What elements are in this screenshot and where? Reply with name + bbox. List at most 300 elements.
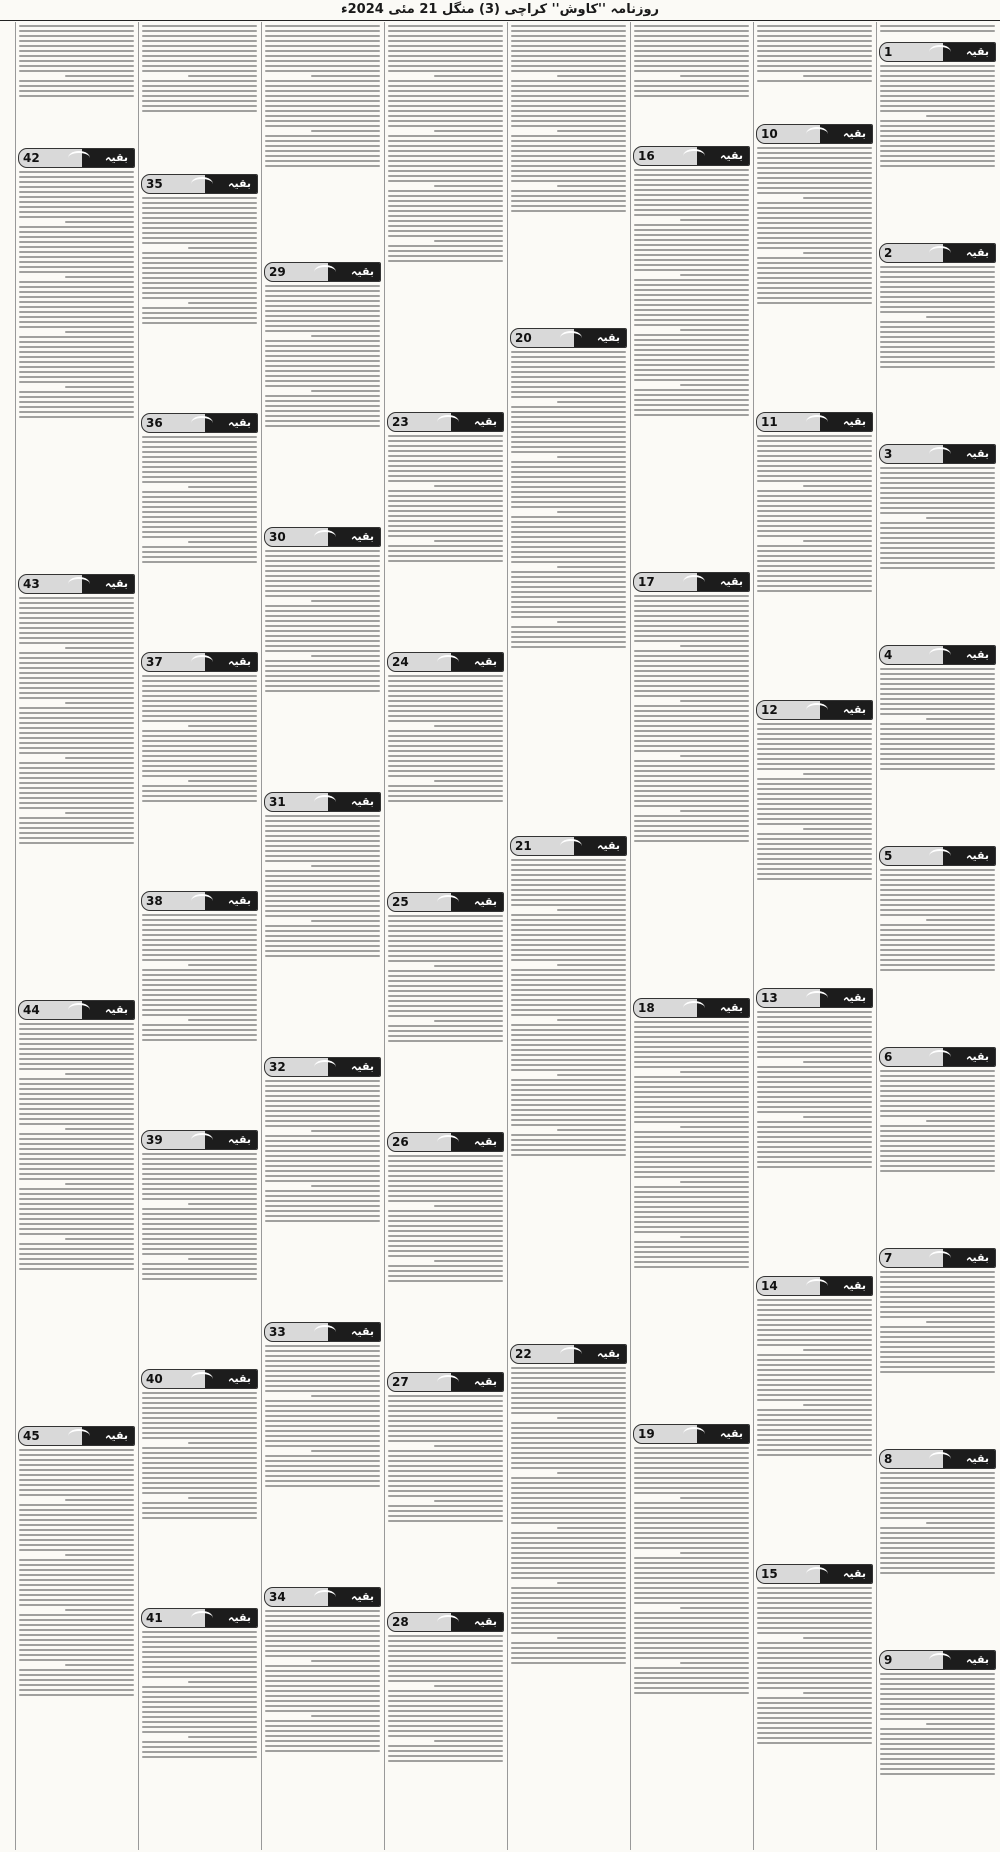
text-line bbox=[511, 85, 626, 87]
text-line bbox=[511, 516, 626, 518]
text-line bbox=[265, 1665, 380, 1667]
text-line bbox=[757, 1041, 872, 1043]
text-line bbox=[511, 1004, 626, 1006]
text-line bbox=[19, 90, 134, 92]
text-line bbox=[557, 1417, 626, 1419]
text-line bbox=[880, 899, 995, 901]
text-line bbox=[265, 1415, 380, 1417]
text-line bbox=[511, 195, 626, 197]
text-line bbox=[142, 1427, 257, 1429]
swoosh-icon bbox=[806, 991, 828, 1005]
text-line bbox=[757, 157, 872, 159]
text-line bbox=[142, 1641, 257, 1643]
text-line bbox=[757, 460, 872, 462]
text-line bbox=[880, 909, 995, 911]
text-line bbox=[511, 1402, 626, 1404]
text-line bbox=[265, 1650, 380, 1652]
text-line bbox=[757, 1151, 872, 1153]
text-line bbox=[757, 525, 872, 527]
text-line bbox=[265, 350, 380, 352]
text-line bbox=[880, 1572, 995, 1574]
text-line bbox=[388, 260, 503, 262]
text-line bbox=[265, 905, 380, 907]
text-line bbox=[757, 65, 872, 67]
continuation-number: 10 bbox=[761, 127, 778, 141]
text-line bbox=[265, 165, 380, 167]
text-line bbox=[634, 349, 749, 351]
text-line bbox=[388, 140, 503, 142]
text-line bbox=[388, 775, 503, 777]
text-line bbox=[65, 702, 134, 704]
text-line bbox=[757, 1339, 872, 1341]
text-line bbox=[19, 637, 134, 639]
continuation-number: 21 bbox=[515, 839, 532, 853]
text-line bbox=[511, 391, 626, 393]
text-line bbox=[265, 875, 380, 877]
text-line bbox=[19, 742, 134, 744]
text-line bbox=[311, 600, 380, 602]
text-line bbox=[634, 65, 749, 67]
text-line bbox=[19, 281, 134, 283]
text-line bbox=[511, 120, 626, 122]
text-line bbox=[880, 1532, 995, 1534]
text-line bbox=[19, 1669, 134, 1671]
text-line bbox=[634, 50, 749, 52]
text-line bbox=[388, 1655, 503, 1657]
continued-article bbox=[508, 326, 629, 834]
text-line bbox=[388, 995, 503, 997]
continued-label: بقیہ bbox=[597, 331, 620, 344]
continued-label: بقیہ bbox=[474, 655, 497, 668]
text-line bbox=[265, 855, 380, 857]
text-line bbox=[19, 396, 134, 398]
text-line bbox=[142, 1432, 257, 1434]
text-line bbox=[757, 1354, 872, 1356]
text-line bbox=[511, 491, 626, 493]
text-line bbox=[634, 1617, 749, 1619]
text-line bbox=[265, 1215, 380, 1217]
text-line bbox=[19, 361, 134, 363]
continued-label-banner bbox=[18, 148, 135, 168]
text-line bbox=[265, 550, 380, 552]
text-line bbox=[757, 212, 872, 214]
article-text bbox=[877, 1070, 998, 1172]
text-line bbox=[880, 497, 995, 499]
swoosh-icon bbox=[191, 1611, 213, 1625]
text-line bbox=[511, 1054, 626, 1056]
text-line bbox=[142, 1656, 257, 1658]
text-line bbox=[757, 515, 872, 517]
text-line bbox=[142, 451, 257, 453]
text-line bbox=[757, 1369, 872, 1371]
text-line bbox=[880, 351, 995, 353]
text-line bbox=[634, 1121, 749, 1123]
text-line bbox=[265, 825, 380, 827]
text-line bbox=[880, 1150, 995, 1152]
text-line bbox=[757, 863, 872, 865]
text-line bbox=[634, 399, 749, 401]
text-line bbox=[757, 803, 872, 805]
text-line bbox=[757, 1707, 872, 1709]
text-line bbox=[188, 1203, 257, 1205]
text-line bbox=[880, 145, 995, 147]
text-line bbox=[388, 225, 503, 227]
continuation-number: 33 bbox=[269, 1325, 286, 1339]
text-line bbox=[311, 920, 380, 922]
text-line bbox=[19, 607, 134, 609]
text-line bbox=[142, 1168, 257, 1170]
text-line bbox=[142, 222, 257, 224]
text-line bbox=[511, 1089, 626, 1091]
text-line bbox=[634, 95, 749, 97]
text-line bbox=[511, 914, 626, 916]
text-line bbox=[511, 356, 626, 358]
text-line bbox=[757, 30, 872, 32]
text-line bbox=[511, 1069, 626, 1071]
text-line bbox=[265, 125, 380, 127]
text-line bbox=[142, 1153, 257, 1155]
continuation-number: 8 bbox=[884, 1452, 893, 1466]
text-line bbox=[388, 1405, 503, 1407]
text-line bbox=[265, 660, 380, 662]
text-line bbox=[757, 147, 872, 149]
text-line bbox=[803, 1349, 872, 1351]
news-column bbox=[384, 22, 506, 1850]
text-line bbox=[265, 860, 380, 862]
text-line bbox=[265, 410, 380, 412]
text-line bbox=[19, 1469, 134, 1471]
text-line bbox=[388, 30, 503, 32]
text-line bbox=[511, 969, 626, 971]
continued-label-banner bbox=[879, 1449, 996, 1469]
text-line bbox=[634, 1231, 749, 1233]
continued-label: بقیہ bbox=[105, 151, 128, 164]
text-line bbox=[757, 435, 872, 437]
text-line bbox=[634, 1537, 749, 1539]
text-line bbox=[388, 165, 503, 167]
text-line bbox=[511, 999, 626, 1001]
text-line bbox=[634, 600, 749, 602]
text-line bbox=[511, 586, 626, 588]
text-line bbox=[680, 384, 749, 386]
text-line bbox=[388, 255, 503, 257]
text-line bbox=[757, 1031, 872, 1033]
text-line bbox=[142, 197, 257, 199]
text-line bbox=[388, 500, 503, 502]
text-line bbox=[511, 521, 626, 523]
text-line bbox=[188, 247, 257, 249]
continued-label-banner bbox=[756, 1276, 873, 1296]
text-line bbox=[757, 818, 872, 820]
news-column bbox=[261, 22, 383, 1850]
text-line bbox=[388, 70, 503, 72]
text-line bbox=[265, 565, 380, 567]
text-line bbox=[634, 304, 749, 306]
text-line bbox=[19, 777, 134, 779]
text-line bbox=[880, 1326, 995, 1328]
text-line bbox=[19, 1654, 134, 1656]
text-line bbox=[634, 214, 749, 216]
continued-label-banner bbox=[141, 891, 258, 911]
text-line bbox=[880, 1753, 995, 1755]
text-line bbox=[265, 1460, 380, 1462]
text-line bbox=[388, 960, 503, 962]
text-line bbox=[388, 675, 503, 677]
text-line bbox=[880, 1718, 995, 1720]
text-line bbox=[634, 1462, 749, 1464]
text-line bbox=[511, 1109, 626, 1111]
text-line bbox=[511, 1114, 626, 1116]
text-line bbox=[388, 915, 503, 917]
text-line bbox=[634, 800, 749, 802]
text-line bbox=[511, 426, 626, 428]
text-line bbox=[188, 541, 257, 543]
text-line bbox=[880, 306, 995, 308]
text-line bbox=[142, 1039, 257, 1041]
swoosh-icon bbox=[929, 648, 951, 662]
text-line bbox=[142, 262, 257, 264]
continued-article bbox=[16, 1424, 137, 1850]
text-line bbox=[265, 320, 380, 322]
text-line bbox=[65, 221, 134, 223]
text-line bbox=[142, 516, 257, 518]
text-line bbox=[634, 1191, 749, 1193]
text-line bbox=[634, 1256, 749, 1258]
continued-article bbox=[262, 525, 383, 790]
text-line bbox=[19, 1228, 134, 1230]
continued-label-banner bbox=[264, 1057, 381, 1077]
text-line bbox=[511, 884, 626, 886]
text-line bbox=[757, 1056, 872, 1058]
continued-label: بقیہ bbox=[843, 1279, 866, 1292]
text-line bbox=[757, 1712, 872, 1714]
text-line bbox=[265, 885, 380, 887]
text-line bbox=[880, 477, 995, 479]
text-line bbox=[757, 1394, 872, 1396]
article-continuation bbox=[508, 22, 629, 326]
text-line bbox=[311, 1660, 380, 1662]
text-line bbox=[19, 1053, 134, 1055]
text-line bbox=[757, 1156, 872, 1158]
text-line bbox=[757, 1121, 872, 1123]
text-line bbox=[511, 1049, 626, 1051]
text-line bbox=[511, 1617, 626, 1619]
text-line bbox=[265, 300, 380, 302]
text-line bbox=[634, 1572, 749, 1574]
text-line bbox=[880, 703, 995, 705]
text-line bbox=[19, 216, 134, 218]
text-line bbox=[142, 790, 257, 792]
text-line bbox=[388, 700, 503, 702]
text-line bbox=[880, 738, 995, 740]
text-line bbox=[634, 1632, 749, 1634]
text-line bbox=[880, 1070, 995, 1072]
text-line bbox=[880, 1537, 995, 1539]
text-line bbox=[19, 251, 134, 253]
text-line bbox=[757, 227, 872, 229]
text-line bbox=[634, 354, 749, 356]
text-line bbox=[511, 1567, 626, 1569]
text-line bbox=[757, 833, 872, 835]
text-line bbox=[265, 925, 380, 927]
text-line bbox=[634, 299, 749, 301]
text-line bbox=[388, 955, 503, 957]
text-line bbox=[634, 1076, 749, 1078]
text-line bbox=[388, 85, 503, 87]
text-line bbox=[757, 1722, 872, 1724]
text-line bbox=[880, 1497, 995, 1499]
text-line bbox=[188, 1442, 257, 1444]
text-line bbox=[265, 120, 380, 122]
text-line bbox=[142, 959, 257, 961]
text-line bbox=[19, 1153, 134, 1155]
text-line bbox=[265, 685, 380, 687]
text-line bbox=[142, 501, 257, 503]
text-line bbox=[880, 346, 995, 348]
continued-label: بقیہ bbox=[966, 447, 989, 460]
swoosh-icon bbox=[314, 1325, 336, 1339]
text-line bbox=[757, 1677, 872, 1679]
text-line bbox=[880, 1105, 995, 1107]
continued-label: بقیہ bbox=[105, 1429, 128, 1442]
text-line bbox=[880, 1306, 995, 1308]
text-line bbox=[19, 271, 134, 273]
text-line bbox=[757, 1161, 872, 1163]
text-line bbox=[142, 506, 257, 508]
text-line bbox=[265, 1360, 380, 1362]
text-line bbox=[757, 778, 872, 780]
continued-article bbox=[139, 411, 260, 650]
text-line bbox=[880, 1366, 995, 1368]
text-line bbox=[142, 765, 257, 767]
text-line bbox=[19, 1514, 134, 1516]
text-line bbox=[142, 994, 257, 996]
swoosh-icon bbox=[314, 1060, 336, 1074]
article-text bbox=[877, 1271, 998, 1373]
text-line bbox=[19, 697, 134, 699]
text-line bbox=[19, 1033, 134, 1035]
text-line bbox=[511, 949, 626, 951]
text-line bbox=[634, 1657, 749, 1659]
text-line bbox=[634, 1066, 749, 1068]
text-line bbox=[388, 705, 503, 707]
text-line bbox=[311, 1130, 380, 1132]
text-line bbox=[19, 206, 134, 208]
continued-article bbox=[877, 241, 998, 442]
text-line bbox=[757, 55, 872, 57]
text-line bbox=[511, 160, 626, 162]
text-line bbox=[634, 720, 749, 722]
text-line bbox=[265, 1085, 380, 1087]
text-line bbox=[511, 446, 626, 448]
text-line bbox=[511, 1084, 626, 1086]
text-line bbox=[19, 1639, 134, 1641]
text-line bbox=[65, 386, 134, 388]
text-line bbox=[757, 1607, 872, 1609]
continued-label-banner bbox=[879, 243, 996, 263]
text-line bbox=[926, 115, 995, 117]
text-line bbox=[757, 1597, 872, 1599]
text-line bbox=[680, 755, 749, 757]
swoosh-icon bbox=[929, 1050, 951, 1064]
text-line bbox=[557, 1129, 626, 1131]
text-line bbox=[142, 989, 257, 991]
text-line bbox=[388, 1235, 503, 1237]
text-line bbox=[19, 186, 134, 188]
text-line bbox=[880, 1567, 995, 1569]
text-line bbox=[880, 713, 995, 715]
text-line bbox=[265, 315, 380, 317]
text-line bbox=[757, 1131, 872, 1133]
continuation-number: 24 bbox=[392, 655, 409, 669]
text-line bbox=[388, 680, 503, 682]
text-line bbox=[511, 421, 626, 423]
text-line bbox=[19, 662, 134, 664]
text-line bbox=[19, 1203, 134, 1205]
text-line bbox=[265, 575, 380, 577]
text-line bbox=[511, 1392, 626, 1394]
continued-label-banner bbox=[18, 574, 135, 594]
text-line bbox=[265, 1705, 380, 1707]
text-line bbox=[634, 1151, 749, 1153]
text-line bbox=[65, 1554, 134, 1556]
text-line bbox=[757, 550, 872, 552]
text-line bbox=[142, 1024, 257, 1026]
text-line bbox=[265, 1720, 380, 1722]
text-line bbox=[557, 909, 626, 911]
text-line bbox=[757, 1051, 872, 1053]
text-line bbox=[388, 1175, 503, 1177]
text-line bbox=[634, 815, 749, 817]
text-line bbox=[634, 1216, 749, 1218]
continued-label: بقیہ bbox=[228, 416, 251, 429]
text-line bbox=[511, 1044, 626, 1046]
text-line bbox=[311, 655, 380, 657]
text-line bbox=[757, 1672, 872, 1674]
text-line bbox=[634, 740, 749, 742]
swoosh-icon bbox=[929, 447, 951, 461]
continued-article bbox=[262, 1320, 383, 1585]
news-column bbox=[507, 22, 629, 1850]
text-line bbox=[388, 450, 503, 452]
article-text bbox=[262, 550, 383, 692]
text-line bbox=[511, 1437, 626, 1439]
text-line bbox=[511, 451, 626, 453]
text-line bbox=[634, 344, 749, 346]
text-line bbox=[388, 245, 503, 247]
text-line bbox=[511, 1587, 626, 1589]
text-line bbox=[19, 642, 134, 644]
text-line bbox=[880, 552, 995, 554]
text-line bbox=[265, 1730, 380, 1732]
text-line bbox=[265, 1620, 380, 1622]
swoosh-icon bbox=[314, 1590, 336, 1604]
text-line bbox=[265, 40, 380, 42]
text-line bbox=[757, 878, 872, 880]
continuation-number: 26 bbox=[392, 1135, 409, 1149]
text-line bbox=[634, 695, 749, 697]
text-line bbox=[511, 1542, 626, 1544]
text-line bbox=[142, 1721, 257, 1723]
text-line bbox=[19, 747, 134, 749]
text-line bbox=[142, 1731, 257, 1733]
text-line bbox=[19, 1454, 134, 1456]
text-line bbox=[19, 772, 134, 774]
text-line bbox=[757, 187, 872, 189]
text-line bbox=[265, 665, 380, 667]
text-line bbox=[511, 541, 626, 543]
text-line bbox=[265, 1095, 380, 1097]
